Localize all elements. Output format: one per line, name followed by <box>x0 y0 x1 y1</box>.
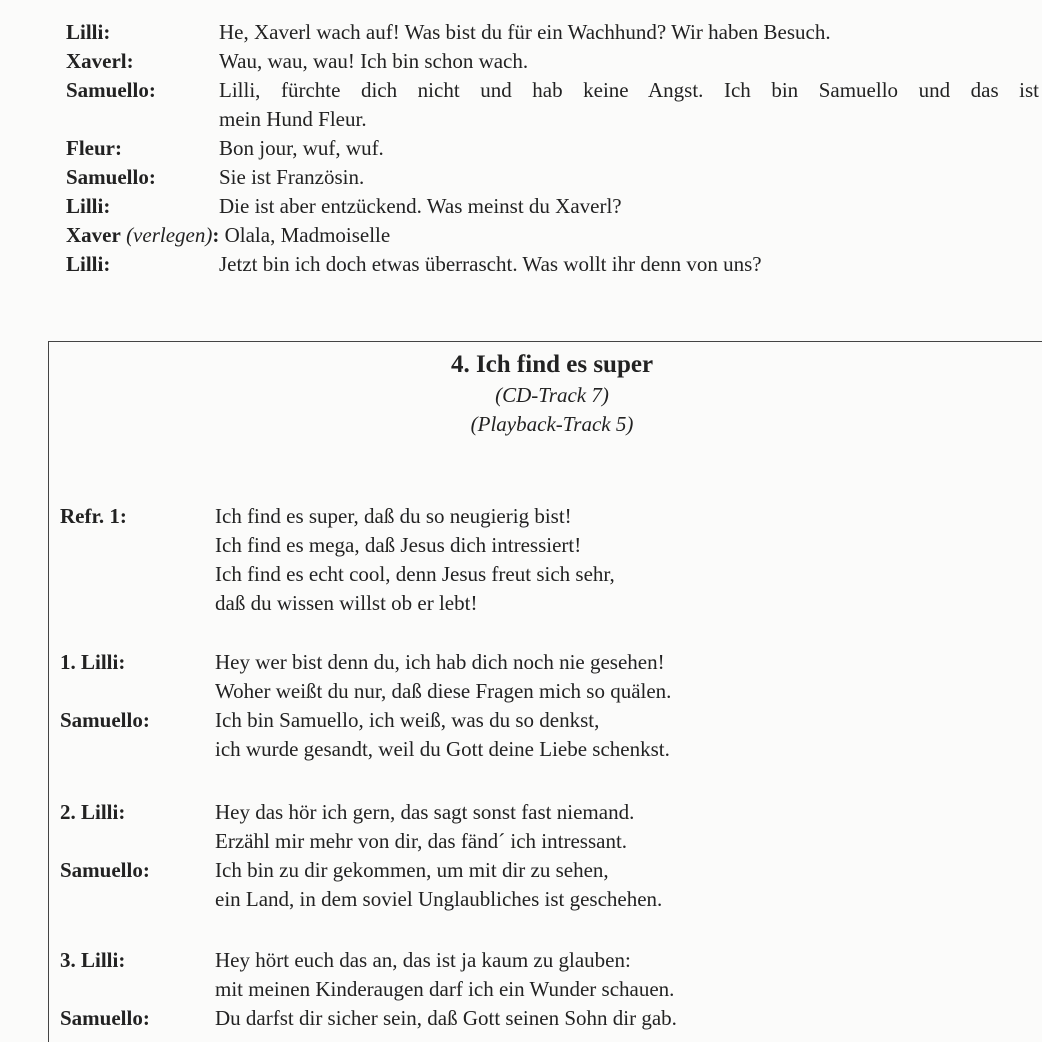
line-text: Bon jour, wuf, wuf. <box>219 136 384 160</box>
lyric-line <box>0 560 1042 589</box>
dialogue-line <box>0 221 1042 250</box>
lyric-line <box>0 1004 1042 1033</box>
section-label: Refr. 1: <box>60 504 127 528</box>
lyric-line <box>0 856 1042 885</box>
lyric-text: Ich bin zu dir gekommen, um mit dir zu sehen, <box>215 858 609 882</box>
lyric-line <box>0 735 1042 764</box>
lyric-line <box>0 502 1042 531</box>
lyric-line <box>0 798 1042 827</box>
lyric-line <box>0 946 1042 975</box>
line-text: Die ist aber entzückend. Was meinst du Xaverl? <box>219 194 622 218</box>
lyric-text: Erzähl mir mehr von dir, das fänd´ ich intressant. <box>215 829 628 853</box>
line-text: Olala, Madmoiselle <box>224 223 391 247</box>
speaker: Lilli: <box>66 20 111 44</box>
lyric-text: Ich bin Samuello, ich weiß, was du so denkst, <box>215 708 600 732</box>
stage-direction: (verlegen) <box>126 223 213 247</box>
lyric-text: Ich find es echt cool, denn Jesus freut sich sehr, <box>215 562 615 586</box>
speaker: Lilli: <box>66 252 111 276</box>
section-label: 2. Lilli: <box>60 800 126 824</box>
lyric-line <box>0 648 1042 677</box>
line-text: Wau, wau, wau! Ich bin schon wach. <box>219 49 529 73</box>
playback-track: (Playback-Track 5) <box>470 412 634 436</box>
speaker: Samuello: <box>66 165 156 189</box>
lyric-text: ich wurde gesandt, weil du Gott deine Liebe schenkst. <box>215 737 670 761</box>
lyric-text: Hey hört euch das an, das ist ja kaum zu glauben: <box>215 948 631 972</box>
speaker: Xaver <box>66 223 121 247</box>
lyric-text: Ich find es super, daß du so neugierig bist! <box>215 504 572 528</box>
lyric-text: Woher weißt du nur, daß diese Fragen mich so quälen. <box>215 679 672 703</box>
section-label: 3. Lilli: <box>60 948 126 972</box>
dialogue-line <box>0 18 1042 47</box>
section-label: Samuello: <box>60 858 150 882</box>
lyric-text: Du darfst dir sicher sein, daß Gott seinen Sohn dir gab. <box>215 1006 677 1030</box>
line-text: Lilli, fürchte dich nicht und hab keine Angst. Ich bin Samuello und das ist <box>219 78 1039 102</box>
dialogue-line <box>0 192 1042 221</box>
lyric-text: Ich find es mega, daß Jesus dich intressiert! <box>215 533 582 557</box>
section-label: Samuello: <box>60 1006 150 1030</box>
line-text: mein Hund Fleur. <box>219 107 367 131</box>
speaker: Samuello: <box>66 78 156 102</box>
dialogue-line <box>0 105 1042 134</box>
colon: : <box>212 223 220 247</box>
song-title: 4. Ich find es super <box>450 351 654 378</box>
speaker: Lilli: <box>66 194 111 218</box>
lyric-line <box>0 589 1042 618</box>
section-label: Samuello: <box>60 708 150 732</box>
line-text: Sie ist Französin. <box>219 165 365 189</box>
lyric-line <box>0 827 1042 856</box>
lyric-line <box>0 706 1042 735</box>
lyric-line <box>0 677 1042 706</box>
lyric-text: Hey das hör ich gern, das sagt sonst fast niemand. <box>215 800 635 824</box>
lyric-text: mit meinen Kinderaugen darf ich ein Wunder schauen. <box>215 977 675 1001</box>
speaker: Xaverl: <box>66 49 134 73</box>
line-text: He, Xaverl wach auf! Was bist du für ein Wachhund? Wir haben Besuch. <box>219 20 831 44</box>
section-label: 1. Lilli: <box>60 650 126 674</box>
lyric-text: daß du wissen willst ob er lebt! <box>215 591 478 615</box>
lyric-line <box>0 531 1042 560</box>
dialogue-line <box>0 76 1042 105</box>
lyric-line <box>0 885 1042 914</box>
dialogue-line <box>0 47 1042 76</box>
lyric-line <box>0 975 1042 1004</box>
dialogue-line <box>0 134 1042 163</box>
dialogue-line <box>0 250 1042 279</box>
cd-track: (CD-Track 7) <box>495 383 609 407</box>
lyric-text: ein Land, in dem soviel Unglaubliches ist geschehen. <box>215 887 663 911</box>
speaker: Fleur: <box>66 136 122 160</box>
lyric-text: Hey wer bist denn du, ich hab dich noch nie gesehen! <box>215 650 665 674</box>
dialogue-line <box>0 163 1042 192</box>
line-text: Jetzt bin ich doch etwas überrascht. Was wollt ihr denn von uns? <box>219 252 762 276</box>
